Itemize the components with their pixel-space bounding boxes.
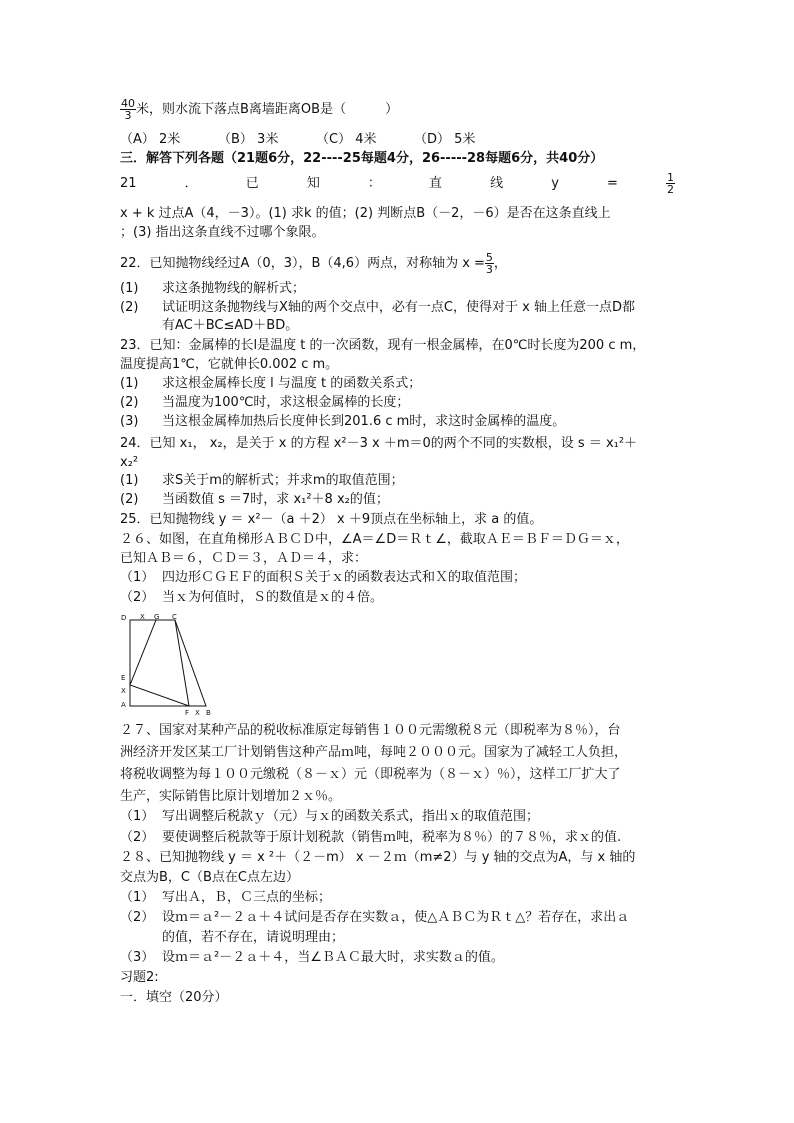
q21-number: 21 — [120, 175, 137, 191]
q23-line2: 温度提高1℃，它就伸长0.002 c m。 — [120, 357, 339, 372]
q21-equals: = — [606, 175, 618, 191]
q25-line: 25．已知抛物线 y ＝ x²－（a ＋2） x ＋9顶点在坐标轴上，求 a 的值。 — [120, 512, 543, 527]
q22-text: 22．已知抛物线经过A（0，3），B（4,6）两点，对称轴为 x = — [120, 256, 485, 271]
label-e: E — [121, 674, 126, 682]
label-b: B — [206, 709, 211, 717]
label-d: D — [121, 614, 127, 622]
option-c: （C） 4米 — [316, 132, 377, 147]
q24-item: (1) 求S关于m的解析式；并求m的取值范围； — [120, 473, 404, 488]
q21-char: 已 — [245, 175, 259, 191]
q21-line1 — [120, 172, 675, 195]
q24-line2: x₂² — [120, 455, 139, 470]
q27-item: （2） 要使调整后税款等于原计划税款（销售ｍ吨，税率为８％）的７８％，求ｘ的值. — [120, 830, 622, 845]
q24-item: (2) 当函数值 s ＝7时，求 x₁²＋8 x₂的值； — [120, 492, 389, 507]
option-a: （A） 2米 — [120, 132, 181, 147]
label-a: A — [121, 701, 126, 709]
q21-dot: ． — [184, 175, 198, 191]
q23-item: (1) 求这根金属棒长度 l 与温度 t 的函数关系式； — [120, 376, 422, 391]
q21-fraction: $\frac{1}{2}$ — [666, 171, 674, 196]
label-c: C — [172, 613, 177, 621]
q27-line: ２７、国家对某种产品的税收标准原定每销售１００元需缴税８元（即税率为８％），台 — [120, 723, 621, 738]
q21-line2: x + k 过点A（4，－3）。(1) 求k 的值；(2) 判断点B（－2，－6）是否在这条直线上 — [120, 206, 611, 221]
q21-line3: ；(3) 指出这条直线不过哪个象限。 — [120, 225, 325, 240]
option-b: （B） 3米 — [218, 132, 279, 147]
q20-text: 米，则水流下落点B离墙距离OB是（ ） — [136, 102, 399, 117]
q28-item-cont: 的值，若不存在，请说明理由； — [162, 930, 345, 945]
exercise2-heading: 习题2: — [120, 970, 159, 985]
q28-item: （1） 写出Ａ，Ｂ，Ｃ三点的坐标； — [120, 890, 332, 905]
q22-tail: ， — [493, 256, 507, 271]
q26-line1: ２６、如图，在直角梯形ＡＢＣＤ中，∠A＝∠D＝Ｒｔ∠，截取ＡＥ＝ＢＦ＝ＤＧ＝ｘ， — [120, 532, 629, 547]
q20-fraction: $\frac{40}{3}$ — [121, 97, 135, 122]
section3-title: 三．解答下列各题（21题6分，22----25每题4分，26-----28每题6分，共40分） — [120, 151, 604, 166]
trapezoid-figure — [118, 610, 218, 718]
q28-line2: 交点为B，C（B点在C点左边） — [120, 870, 299, 885]
q28-item: （3） 设ｍ＝ａ²－２ａ＋４，当∠ＢＡＣ最大时，求实数ａ的值。 — [120, 950, 504, 965]
q22-fraction: $\frac{5}{3}$ — [485, 251, 493, 276]
option-d: （D） 5米 — [414, 132, 476, 147]
q23-item: (3) 当这根金属棒加热后长度伸长到201.6 c m时，求这时金属棒的温度。 — [120, 414, 566, 429]
q26-line2: 已知ＡＢ＝６，ＣＤ＝３，ＡＤ＝４，求： — [120, 551, 368, 566]
q21-char: 知 — [306, 175, 320, 191]
q22-line1 — [120, 252, 507, 275]
q22-item: (1) 求这条抛物线的解析式； — [120, 281, 306, 296]
q23-item: (2) 当温度为100℃时，求这根金属棒的长度； — [120, 395, 410, 410]
label-f: F — [185, 709, 190, 717]
q26-item: （1） 四边形ＣＧＥＦ的面积Ｓ关于ｘ的函数表达式和Ｘ的取值范围； — [120, 570, 527, 585]
q28-line1: ２８、已知抛物线 y ＝ x ²＋（２－m） x －２ｍ（m≠2）与 y 轴的交点为A，与 x 轴的 — [120, 850, 636, 865]
q28-item: （2） 设ｍ＝ａ²－２ａ＋４试问是否存在实数ａ，使△ＡＢＣ为Ｒｔ△？若存在，求出ａ — [120, 910, 630, 925]
q21-char: 线 — [490, 175, 504, 191]
q21-var: y — [551, 175, 559, 191]
trapezoid-abcd — [130, 620, 206, 706]
q22-item: (2) 试证明这条抛物线与X轴的两个交点中，必有一点C，使得对于 x 轴上任意一点D都 — [120, 300, 635, 315]
q21-colon: ： — [367, 175, 381, 191]
label-x: X — [195, 709, 200, 717]
q23-line1: 23．已知：金属棒的长l是温度 t 的一次函数，现有一根金属棒，在0℃时长度为200 c m， — [120, 338, 646, 353]
fill-in-title: 一．填空（20分） — [120, 990, 228, 1005]
q27-line: 生产，实际销售比原计划增加２ｘ％。 — [120, 789, 342, 804]
q21-char: 直 — [429, 175, 443, 191]
label-g: G — [154, 613, 160, 621]
q22-item-cont: 有AC＋BC≤AD＋BD。 — [162, 318, 299, 333]
q26-item: （2） 当ｘ为何值时，Ｓ的数值是ｘ的４倍。 — [120, 590, 384, 605]
label-x: X — [121, 687, 126, 695]
q20-tail — [120, 98, 398, 121]
label-x: X — [140, 613, 145, 621]
q27-item: （1） 写出调整后税款ｙ（元）与ｘ的函数关系式，指出ｘ的取值范围； — [120, 809, 540, 824]
q24-line1: 24．已知 x₁， x₂，是关于 x 的方程 x²－3 x ＋m＝0的两个不同的实数根，设 s ＝ x₁²＋ — [120, 436, 638, 451]
q20-options — [120, 131, 512, 149]
q27-line: 洲经济开发区某工厂计划销售这种产品ｍ吨，每吨２０００元。国家为了减轻工人负担， — [120, 745, 628, 760]
q27-line: 将税收调整为每１００元缴税（８－ｘ）元（即税率为（８－ｘ）％），这样工厂扩大了 — [120, 767, 621, 782]
